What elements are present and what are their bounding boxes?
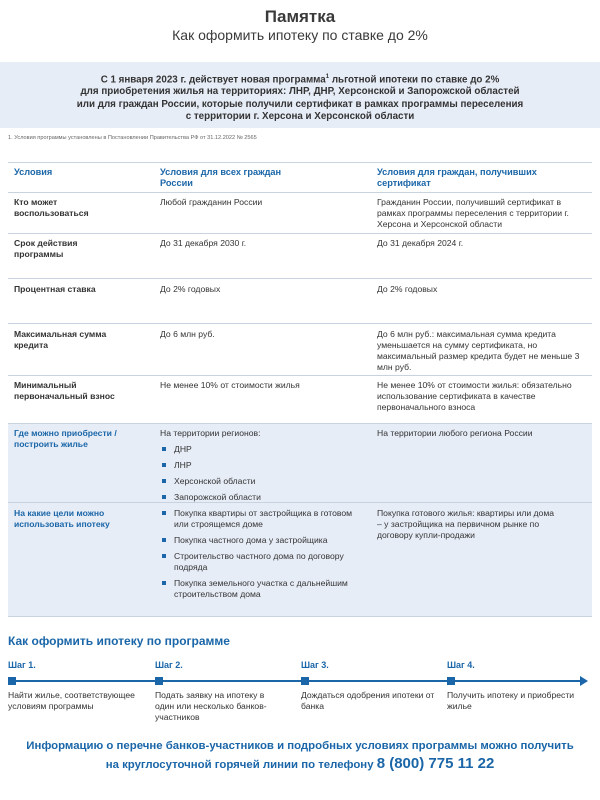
row-divider (8, 192, 592, 193)
table-header-conditions: Условия (14, 167, 53, 177)
row-rate-cert: До 2% годовых (377, 284, 438, 294)
row-term-cert: До 31 декабря 2024 г. (377, 238, 464, 248)
banner-line-3: или для граждан России, которые получили сертификат в рамках программы переселения (76, 98, 524, 110)
purposes-list (160, 508, 360, 600)
step-3-marker (301, 677, 309, 685)
row-divider (8, 233, 592, 234)
row-label-where: Где можно приобрести / построить жилье (14, 428, 117, 449)
list-item: ЛНР (160, 460, 365, 471)
row-where-all (160, 428, 365, 508)
row-divider (8, 323, 592, 324)
row-max-sum-cert: До 6 млн руб.: максимальная сумма кредита уменьшается на сумму сертификата, но максимальный размер кредита будет не меньше 3 млн руб. (377, 329, 580, 372)
steps-title: Как оформить ипотеку по программе (8, 634, 230, 648)
row-label-purposes: На какие цели можно использовать ипотеку (14, 508, 110, 529)
step-3-label: Шаг 3. (301, 660, 329, 670)
row-label-term: Срок действия программы (14, 238, 78, 259)
step-2-label: Шаг 2. (155, 660, 183, 670)
row-purposes-cert: Покупка готового жилья: квартиры или дома – у застройщика на первичном рынке по договору купли-продажи (377, 508, 555, 540)
list-item: Строительство частного дома по договору подряда (160, 551, 360, 573)
banner-text (30, 71, 570, 123)
regions-intro: На территории регионов: (160, 428, 261, 438)
list-item: ДНР (160, 444, 365, 455)
step-1-marker (8, 677, 16, 685)
row-divider (8, 375, 592, 376)
banner-line-4: с территории г. Херсона и Херсонской области (185, 110, 415, 122)
step-1-label: Шаг 1. (8, 660, 36, 670)
hotline-line-2: на круглосуточной горячей линии по телефону (105, 759, 377, 771)
step-3-text: Дождаться одобрения ипотеки от банка (301, 690, 435, 711)
step-1-text: Найти жилье, соответствующее условиям программы (8, 690, 135, 711)
row-max-sum-all: До 6 млн руб. (160, 329, 215, 339)
row-term-all: До 31 декабря 2030 г. (160, 238, 247, 248)
list-item: Покупка земельного участка с дальнейшим строительством дома (160, 578, 360, 600)
hotline-info (0, 737, 600, 774)
step-4-marker (447, 677, 455, 685)
page-title: Памятка (264, 7, 336, 26)
row-purposes-all (160, 508, 360, 605)
banner-line-1a: С 1 января 2023 г. действует новая программа (100, 74, 326, 86)
step-4-label: Шаг 4. (447, 660, 475, 670)
row-divider (8, 423, 592, 424)
list-item: Покупка частного дома у застройщика (160, 535, 360, 546)
page-subtitle: Как оформить ипотеку по ставке до 2% (172, 27, 428, 43)
footnote-marker: 1 (325, 74, 330, 80)
row-where-cert: На территории любого региона России (377, 428, 533, 438)
regions-list (160, 444, 365, 503)
row-rate-all: До 2% годовых (160, 284, 221, 294)
row-who-cert: Гражданин России, получивший сертификат в рамках программы переселения с территории г. Херсона и Херсонской области (377, 197, 569, 229)
row-label-rate: Процентная ставка (14, 284, 96, 294)
list-item: Херсонской области (160, 476, 365, 487)
row-who-all: Любой гражданин России (160, 197, 263, 207)
row-label-max-sum: Максимальная сумма кредита (14, 329, 107, 350)
table-top-divider (8, 162, 592, 163)
row-down-payment-cert: Не менее 10% от стоимости жилья: обязательно использование сертификата в качестве первоначального взноса (377, 380, 572, 412)
timeline-arrow-icon (580, 676, 588, 686)
table-header-certificate: Условия для граждан, получивших сертификат (377, 167, 537, 188)
row-label-who: Кто может воспользоваться (14, 197, 89, 218)
hotline-line-1: Информацию о перечне банков-участников и подробных условиях программы можно получить (26, 740, 574, 752)
banner-line-2: для приобретения жилья на территориях: ЛНР, ДНР, Херсонской и Запорожской областей (80, 86, 520, 98)
hotline-phone[interactable]: 8 (800) 775 11 22 (376, 755, 495, 772)
table-bottom-divider (8, 616, 592, 617)
row-divider (8, 278, 592, 279)
banner-line-1b: льготной ипотеки по ставке до 2% (329, 74, 500, 86)
list-item: Покупка квартиры от застройщика в готовом или строящемся доме (160, 508, 360, 530)
footnote: 1. Условия программы установлены в Постановлении Правительства РФ от 31.12.2022 № 2565 (8, 135, 257, 141)
step-2-text: Подать заявку на ипотеку в один или несколько банков- участников (155, 690, 267, 722)
list-item: Запорожской области (160, 492, 365, 503)
steps-timeline (8, 680, 583, 682)
step-2-marker (155, 677, 163, 685)
table-header-all-citizens: Условия для всех граждан России (160, 167, 282, 188)
row-label-down-payment: Минимальный первоначальный взнос (14, 380, 115, 401)
row-down-payment-all: Не менее 10% от стоимости жилья (160, 380, 300, 390)
step-4-text: Получить ипотеку и приобрести жилье (447, 690, 575, 711)
